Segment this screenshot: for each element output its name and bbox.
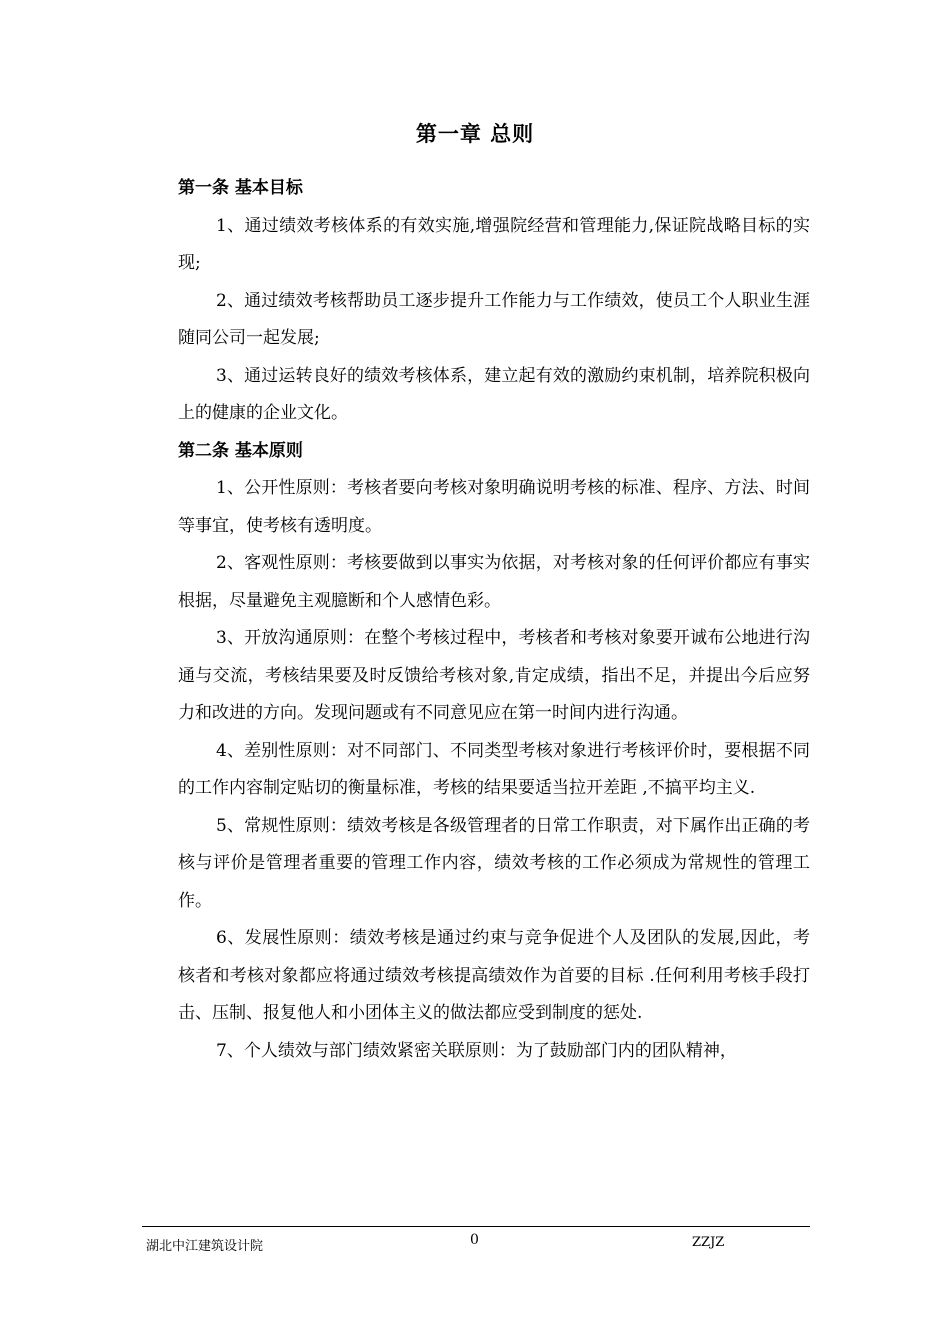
- footer-code: ZZJZ: [692, 1235, 725, 1250]
- article-1-heading: 第一条 基本目标: [178, 178, 303, 198]
- article-2-paragraph-7: 7、个人绩效与部门绩效紧密关联原则：为了鼓励部门内的团队精神，: [216, 1040, 737, 1061]
- document-body: [178, 170, 810, 1070]
- article-2-paragraph-6: 6、发展性原则：绩效考核是通过约束与竞争促进个人及团队的发展,因此，考核者和考核对象都应将通过绩效考核提高绩效作为首要的目标 .任何利用考核手段打击、压制、报复他人和小团体主义的做法都应受到制度的惩处.: [178, 928, 810, 1023]
- article-1-paragraph-2: 2、通过绩效考核帮助员工逐步提升工作能力与工作绩效，使员工个人职业生涯随同公司一起发展;: [178, 290, 810, 348]
- article-2-paragraph-4: 4、差别性原则：对不同部门、不同类型考核对象进行考核评价时，要根据不同的工作内容制定贴切的衡量标准，考核的结果要适当拉开差距 ,不搞平均主义.: [178, 740, 810, 798]
- article-2-paragraph-3: 3、开放沟通原则：在整个考核过程中，考核者和考核对象要开诚布公地进行沟通与交流，考核结果要及时反馈给考核对象,肯定成绩，指出不足，并提出今后应努力和改进的方向。发现问题或有不同意见应在第一时间内进行沟通。: [178, 628, 810, 723]
- article-2-paragraph-5: 5、常规性原则：绩效考核是各级管理者的日常工作职责，对下属作出正确的考核与评价是管理者重要的管理工作内容，绩效考核的工作必须成为常规性的管理工作。: [178, 815, 810, 911]
- article-1-paragraph-3: 3、通过运转良好的绩效考核体系，建立起有效的激励约束机制，培养院积极向上的健康的企业文化。: [178, 365, 810, 423]
- footer-page-number: 0: [470, 1232, 479, 1248]
- article-1-paragraph-1: 1、通过绩效考核体系的有效实施,增强院经营和管理能力,保证院战略目标的实现;: [178, 215, 810, 273]
- article-2-paragraph-2: 2、客观性原则：考核要做到以事实为依据，对考核对象的任何评价都应有事实根据，尽量避免主观臆断和个人感情色彩。: [178, 553, 810, 611]
- article-2-paragraph-1: 1、公开性原则：考核者要向考核对象明确说明考核的标准、程序、方法、时间等事宜，使考核有透明度。: [178, 478, 810, 536]
- footer-divider: [142, 1226, 810, 1227]
- article-2-heading: 第二条 基本原则: [178, 440, 303, 461]
- footer-organization: 湖北中江建筑设计院: [146, 1239, 264, 1254]
- chapter-title: 第一章 总则: [415, 122, 535, 146]
